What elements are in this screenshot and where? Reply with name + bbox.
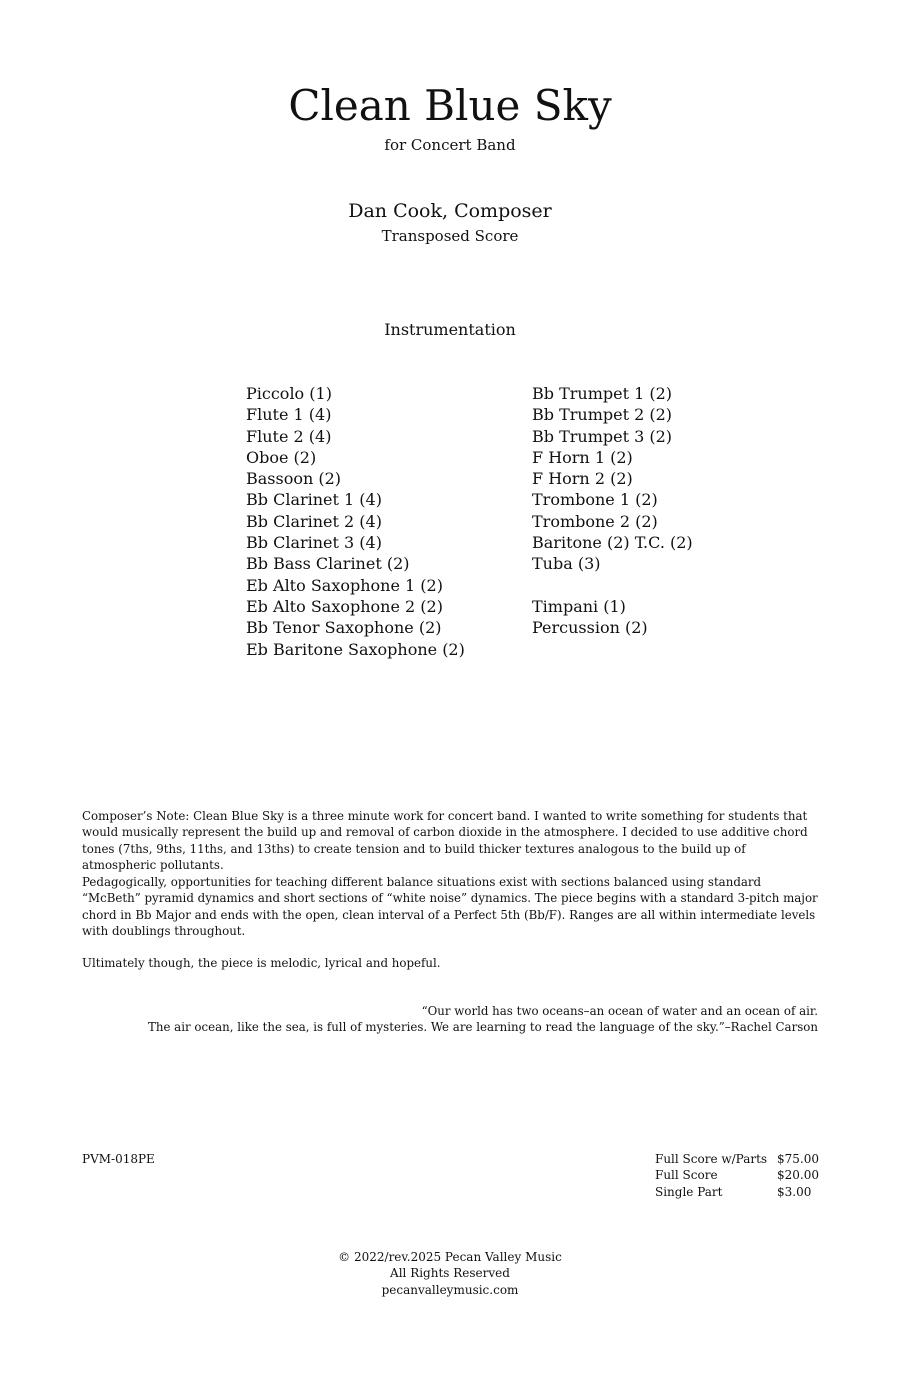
instrument-item: Trombone 1 (2) xyxy=(532,490,658,510)
instrument-item: Piccolo (1) xyxy=(246,384,332,403)
instrument-item: Baritone (2) T.C. (2) xyxy=(532,533,693,553)
instrument-item: Bassoon (2) xyxy=(246,469,342,489)
instrument-item: Eb Baritone Saxophone (2) xyxy=(246,639,465,659)
instrument-item: Bb Trumpet 1 (2) xyxy=(532,384,673,403)
instrument-item: Bb Trumpet 2 (2) xyxy=(532,405,673,425)
instrument-item: Timpani (1) xyxy=(532,596,626,616)
instrument-item: F Horn 1 (2) xyxy=(532,447,633,467)
instrumentation-list-right xyxy=(532,383,693,639)
footer xyxy=(0,1249,900,1298)
copyright: © 2022/rev.2025 Pecan Valley Music xyxy=(338,1250,562,1264)
catalog-number: PVM-018PE xyxy=(82,1152,155,1166)
page-title: Clean Blue Sky xyxy=(288,81,612,130)
instrument-item: Bb Clarinet 1 (4) xyxy=(246,490,382,510)
instrument-spacer xyxy=(532,575,693,596)
instrument-item: Flute 2 (4) xyxy=(246,426,332,446)
instrument-item: Eb Alto Saxophone 2 (2) xyxy=(246,596,443,616)
instrument-item: Bb Trumpet 3 (2) xyxy=(532,426,673,446)
publisher-website: pecanvalleymusic.com xyxy=(381,1282,519,1297)
subtitle: for Concert Band xyxy=(384,136,516,154)
instrument-item: F Horn 2 (2) xyxy=(532,469,633,489)
instrumentation-list-left xyxy=(246,383,465,660)
instrument-item: Bb Clarinet 2 (4) xyxy=(246,511,382,531)
quote-line-2: The air ocean, like the sea, is full of mysteries. We are learning to read the language of the sky.”–Rachel Carson xyxy=(147,1020,818,1035)
rights-reserved: All Rights Reserved xyxy=(390,1266,510,1281)
price-label: Full Score w/Parts xyxy=(655,1152,768,1166)
quote-line-1: “Our world has two oceans–an ocean of water and an ocean of air. xyxy=(421,1004,818,1018)
instrument-item: Bb Bass Clarinet (2) xyxy=(246,554,410,574)
price-amount: $20.00 xyxy=(777,1168,819,1183)
price-list xyxy=(655,1151,820,1200)
price-amount: $3.00 xyxy=(777,1184,812,1199)
epigraph-quote xyxy=(82,1003,818,1036)
composer-note-paragraph: Composer’s Note: Clean Blue Sky is a three minute work for concert band. I wanted to write something for students that would musically represent the build up and removal of carbon dioxide in the atmosphere. I decided to use additive chord tones (7ths, 9ths, 11ths, and 13ths) to create tension and to build thicker textures analogous to the build up of atmospheric pollutants. xyxy=(82,809,808,872)
price-label: Full Score xyxy=(655,1168,718,1183)
instrument-item: Bb Tenor Saxophone (2) xyxy=(246,618,442,638)
price-row xyxy=(655,1151,820,1167)
score-type: Transposed Score xyxy=(381,227,519,245)
price-label: Single Part xyxy=(655,1184,723,1199)
instrument-item: Oboe (2) xyxy=(246,447,317,467)
instrumentation-heading: Instrumentation xyxy=(384,320,516,339)
closing-paragraph: Ultimately though, the piece is melodic, lyrical and hopeful. xyxy=(82,956,441,970)
instrument-item: Flute 1 (4) xyxy=(246,405,332,425)
instrument-item: Tuba (3) xyxy=(532,554,601,574)
instrument-item: Percussion (2) xyxy=(532,618,648,638)
composer-credit: Dan Cook, Composer xyxy=(348,200,552,222)
price-row xyxy=(655,1184,820,1200)
instrument-item: Bb Clarinet 3 (4) xyxy=(246,533,382,553)
instrument-item: Trombone 2 (2) xyxy=(532,511,658,531)
pedagogy-paragraph: Pedagogically, opportunities for teaching different balance situations exist with sections balanced using standard “McBeth” pyramid dynamics and short sections of “white noise” dynamics. The piece begins with a standard 3-pitch major chord in Bb Major and ends with the open, clean interval of a Perfect 5th (Bb/F). Ranges are all within intermediate levels with doublings throughout. xyxy=(82,875,818,938)
price-row xyxy=(655,1167,820,1183)
instrument-item: Eb Alto Saxophone 1 (2) xyxy=(246,575,443,595)
price-amount: $75.00 xyxy=(777,1152,819,1166)
